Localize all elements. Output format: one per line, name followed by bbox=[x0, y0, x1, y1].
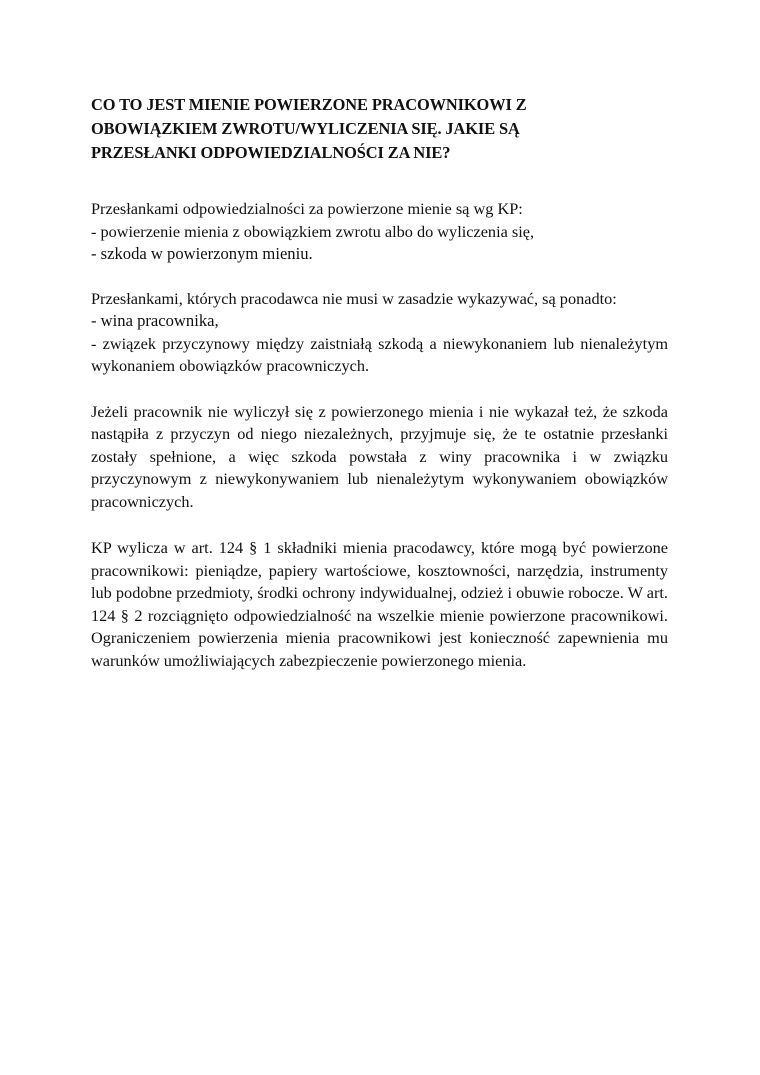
title-line-1: CO TO JEST MIENIE POWIERZONE PRACOWNIKOWI Z bbox=[91, 95, 527, 114]
paragraph-presumption: Jeżeli pracownik nie wyliczył się z powierzonego mienia i nie wykazał też, że szkoda nastąpiła z przyczyn od niego niezależnych, przyjmuje się, że te ostatnie przesłanki zostały spełnione, a więc szkoda powstała z winy pracownika i w związku przyczynowym z niewykonywaniem lub nienależytym wykonywaniem obowiązków pracowniczych. bbox=[91, 401, 668, 511]
document-title bbox=[91, 93, 668, 165]
paragraph-prerequisites bbox=[91, 198, 668, 266]
paragraph-additional-prerequisites bbox=[91, 288, 668, 378]
document-page bbox=[91, 93, 668, 672]
list-item: - szkoda w powierzonym mieniu. bbox=[91, 244, 313, 263]
paragraph-article-124: KP wylicza w art. 124 § 1 składniki mienia pracodawcy, które mogą być powierzone pracownikowi: pieniądze, papiery wartościowe, kosztowności, narzędzia, instrumenty lub podobne przedmioty, środki ochrony indywidualnej, odzież i obuwie robocze. W art. 124 § 2 rozciągnięto odpowiedzialność na wszelkie mienie powierzone pracownikowi. Ograniczeniem powierzenia mienia pracownikowi jest konieczność zapewnienia mu warunków umożliwiających zabezpieczenie powierzonego mienia. bbox=[91, 538, 668, 670]
list-item: - powierzenie mienia z obowiązkiem zwrotu albo do wyliczenia się, bbox=[91, 221, 535, 241]
title-line-2: OBOWIĄZKIEM ZWROTU/WYLICZENIA SIĘ. JAKIE SĄ bbox=[91, 119, 520, 138]
list-item: - wina pracownika, bbox=[91, 311, 219, 330]
paragraph-intro: Przesłankami odpowiedzialności za powierzone mienie są wg KP: bbox=[91, 199, 523, 218]
list-item: - związek przyczynowy między zaistniałą szkodą a niewykonaniem lub nienależytym wykonaniem obowiązków pracowniczych. bbox=[91, 333, 668, 375]
paragraph-intro: Przesłankami, których pracodawca nie musi w zasadzie wykazywać, są ponadto: bbox=[91, 288, 617, 308]
title-line-3: PRZESŁANKI ODPOWIEDZIALNOŚCI ZA NIE? bbox=[91, 143, 451, 162]
